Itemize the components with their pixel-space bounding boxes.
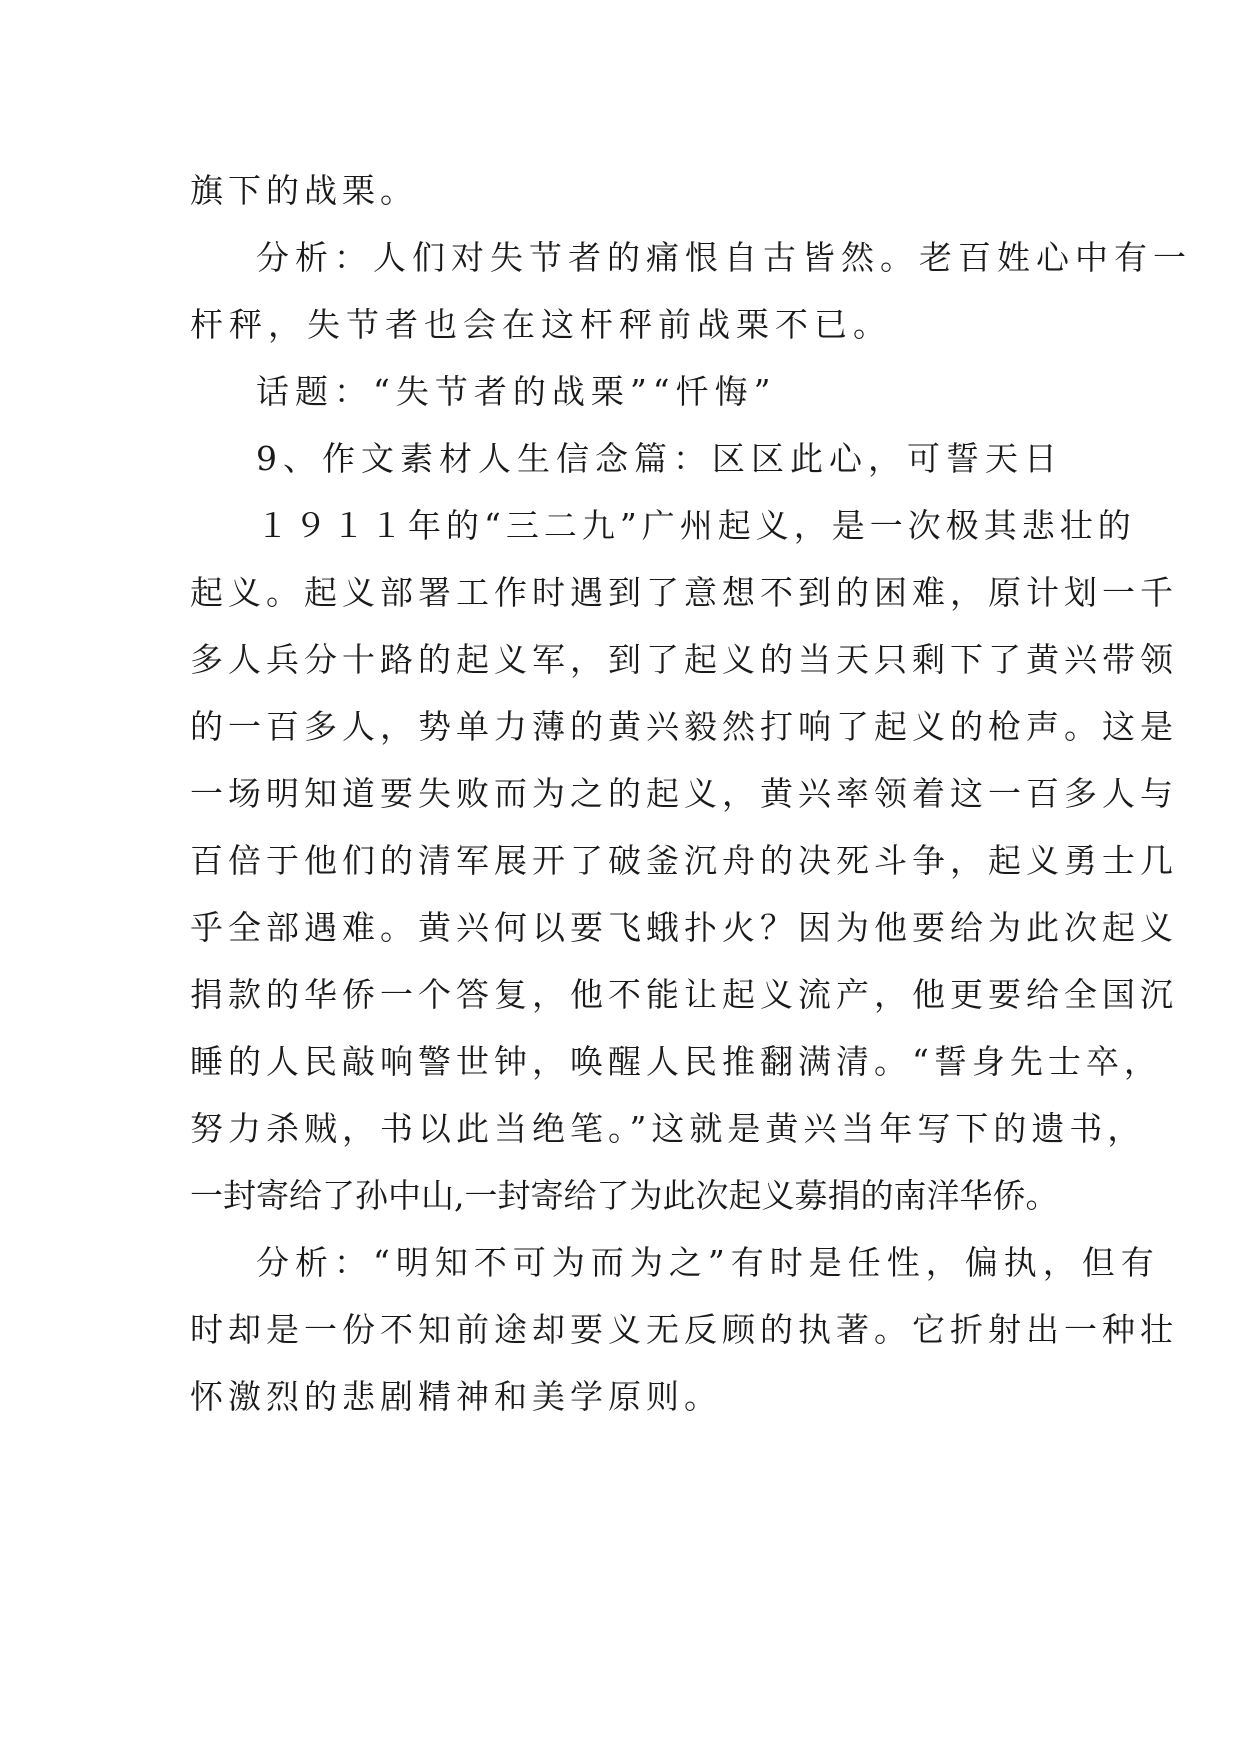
text-line: 捐款的华侨一个答复，他不能让起义流产，他更要给全国沉 xyxy=(190,975,1178,1014)
text-line: 的一百多人，势单力薄的黄兴毅然打响了起义的枪声。这是 xyxy=(190,707,1178,746)
text-line: 怀激烈的悲剧精神和美学原则。 xyxy=(190,1377,722,1416)
text-line: 9、作文素材人生信念篇：区区此心，可誓天日 xyxy=(256,439,1063,478)
text-line: 一场明知道要失败而为之的起义，黄兴率领着这一百多人与 xyxy=(190,774,1178,813)
text-line: 分析：“明知不可为而为之”有时是任性，偏执，但有 xyxy=(256,1243,1160,1282)
text-line: 乎全部遇难。黄兴何以要飞蛾扑火？因为他要给为此次起义 xyxy=(190,908,1178,947)
text-line: 一封寄给了孙中山,一封寄给了为此次起义募捐的南洋华侨。 xyxy=(190,1176,1059,1215)
text-line: １９１１年的“三二九”广州起义，是一次极其悲壮的 xyxy=(256,506,1136,545)
text-line: 旗下的战栗。 xyxy=(190,171,418,210)
text-line: 多人兵分十路的起义军，到了起义的当天只剩下了黄兴带领 xyxy=(190,640,1178,679)
text-line: 睡的人民敲响警世钟，唤醒人民推翻满清。“誓身先士卒， xyxy=(190,1042,1162,1081)
text-line: 时却是一份不知前途却要义无反顾的执著。它折射出一种壮 xyxy=(190,1310,1178,1349)
text-line: 分析：人们对失节者的痛恨自古皆然。老百姓心中有一 xyxy=(256,238,1192,277)
text-line: 百倍于他们的清军展开了破釜沉舟的决死斗争，起义勇士几 xyxy=(190,841,1178,880)
document-body xyxy=(190,157,1192,1430)
text-line: 起义。起义部署工作时遇到了意想不到的困难，原计划一千 xyxy=(190,573,1178,612)
text-line: 杆秤，失节者也会在这杆秤前战栗不已。 xyxy=(190,305,892,344)
text-line: 话题：“失节者的战栗”“忏悔” xyxy=(256,372,777,411)
text-line: 努力杀贼，书以此当绝笔。”这就是黄兴当年写下的遗书， xyxy=(190,1109,1146,1148)
